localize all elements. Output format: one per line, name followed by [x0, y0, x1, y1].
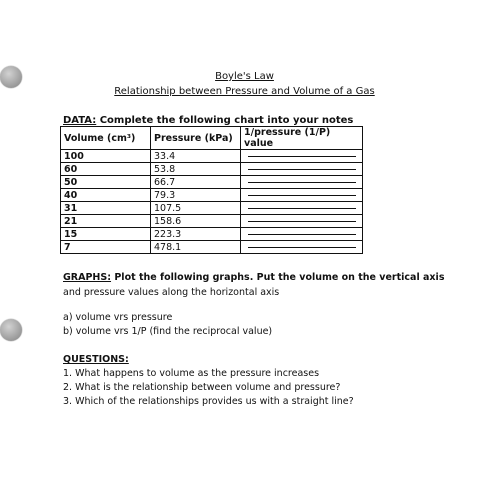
pressure-cell: 66.7 — [151, 176, 241, 189]
table-row — [61, 241, 363, 254]
pressure-cell: 478.1 — [151, 241, 241, 254]
graphs-label: GRAPHS: — [63, 272, 112, 283]
pressure-cell: 158.6 — [151, 215, 241, 228]
pressure-cell: 33.4 — [151, 150, 241, 163]
reciprocal-blank — [241, 215, 363, 228]
reciprocal-blank — [241, 202, 363, 215]
reciprocal-blank — [241, 228, 363, 241]
graph-item-a: a) volume vrs pressure — [63, 312, 173, 323]
volume-cell: 21 — [61, 215, 151, 228]
header-pressure: Pressure (kPa) — [151, 127, 241, 150]
reciprocal-blank — [241, 150, 363, 163]
table-row — [61, 202, 363, 215]
header-volume: Volume (cm³) — [61, 127, 151, 150]
questions-label: QUESTIONS: — [63, 354, 129, 365]
graphs-text-2: and pressure values along the horizontal axis — [63, 287, 280, 298]
pressure-cell: 53.8 — [151, 163, 241, 176]
volume-cell: 7 — [61, 241, 151, 254]
graphs-section — [63, 270, 444, 300]
question-2: 2. What is the relationship between volume and pressure? — [63, 382, 341, 393]
table-row — [61, 228, 363, 241]
pressure-cell: 107.5 — [151, 202, 241, 215]
volume-cell: 15 — [61, 228, 151, 241]
volume-cell: 60 — [61, 163, 151, 176]
table-row — [61, 176, 363, 189]
table-header-row — [61, 127, 363, 150]
volume-cell: 31 — [61, 202, 151, 215]
pressure-cell: 79.3 — [151, 189, 241, 202]
question-1: 1. What happens to volume as the pressure increases — [63, 368, 320, 379]
page-subtitle: Relationship between Pressure and Volume of a Gas — [114, 86, 375, 97]
graphs-text-1: Plot the following graphs. Put the volume on the vertical axis — [114, 272, 445, 283]
reciprocal-blank — [241, 189, 363, 202]
table-row — [61, 163, 363, 176]
header-reciprocal: 1/pressure (1/P) value — [241, 127, 363, 150]
reciprocal-blank — [241, 163, 363, 176]
volume-cell: 100 — [61, 150, 151, 163]
table-row — [61, 189, 363, 202]
data-label: DATA: — [63, 115, 97, 126]
data-instruction: Complete the following chart into your notes — [99, 115, 354, 126]
data-table — [60, 126, 363, 254]
punch-hole-middle — [0, 319, 22, 341]
volume-cell: 50 — [61, 176, 151, 189]
table-row — [61, 215, 363, 228]
reciprocal-blank — [241, 176, 363, 189]
data-heading — [63, 115, 353, 126]
question-3: 3. Which of the relationships provides us with a straight line? — [63, 396, 354, 407]
pressure-cell: 223.3 — [151, 228, 241, 241]
table-row — [61, 150, 363, 163]
graph-item-b: b) volume vrs 1/P (find the reciprocal value) — [63, 326, 273, 337]
reciprocal-blank — [241, 241, 363, 254]
page-title: Boyle's Law — [215, 71, 274, 82]
volume-cell: 40 — [61, 189, 151, 202]
